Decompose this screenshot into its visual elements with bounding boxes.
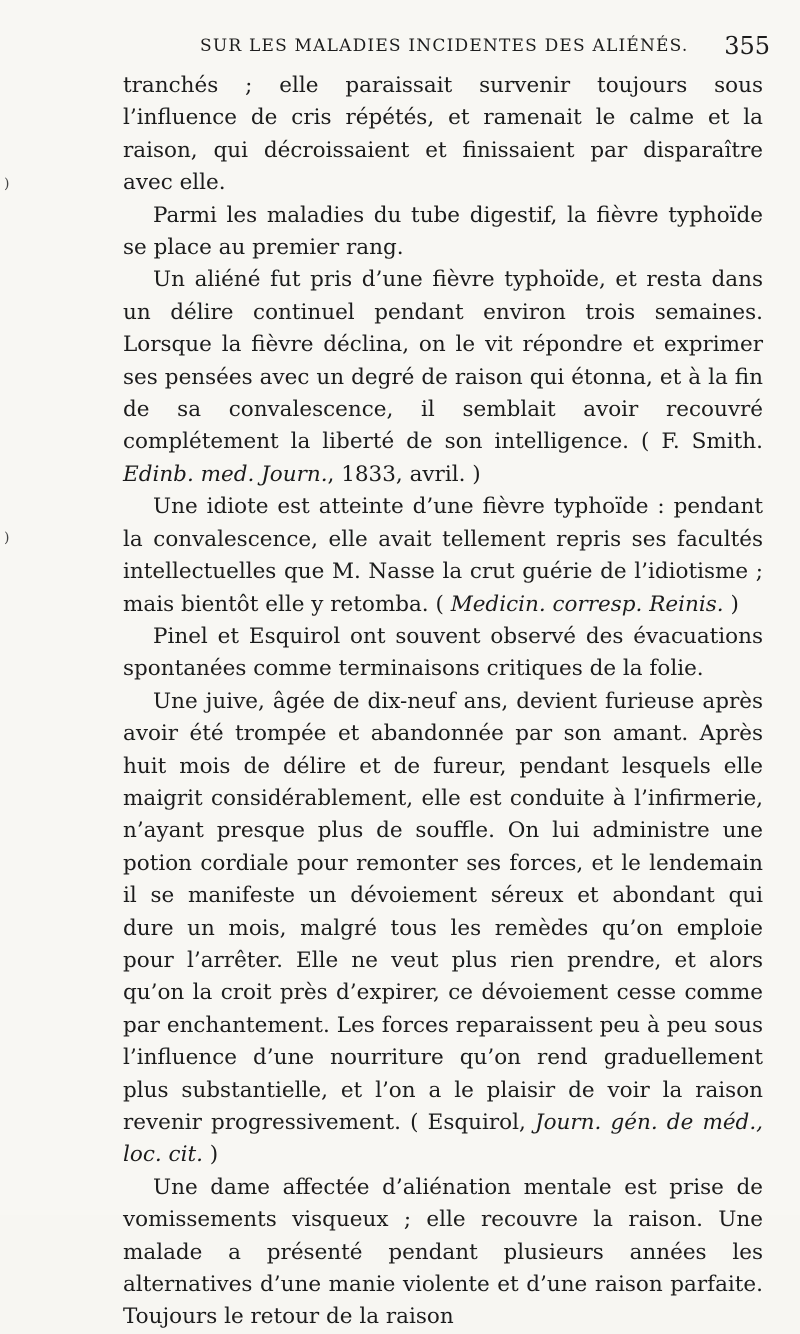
margin-mark: ) [4,176,10,192]
paragraph-text: Un aliéné fut pris d’une fièvre typhoïde, et resta dans un délire continuel pendant environ trois semaines. Lorsque la fièvre déclina, on le vit répondre et exprimer ses pensées avec un degré de raison qui étonna, et à la fin de sa convalescence, il semblait avoir recouvré complétement la liberté de son intelligence. ( F. Smith. [123,267,763,455]
margin-mark: ) [4,530,10,546]
citation-italic: Medicin. corresp. Reinis. [450,591,724,617]
paragraph [123,686,763,1172]
citation-italic: Edinb. med. Journ. [123,461,328,487]
paragraph-text: ) [202,1142,219,1168]
paragraph [123,621,763,686]
citation-italic: Journ. gén. de méd., loc. cit. [123,1110,763,1168]
paragraph [123,1172,763,1334]
paragraph [123,491,763,621]
paragraph-text: tranchés ; elle paraissait survenir toujours sous l’influence de cris répétés, et ramenait le calme et la raison, qui décroissaient et finissaient par disparaître avec elle. [123,73,763,196]
page-number: 355 [724,32,770,60]
paragraph-text: ) [723,591,739,617]
running-head [120,30,770,62]
paragraph-text: , 1833, avril. ) [327,461,481,487]
paragraph [123,70,763,200]
running-head-title: SUR LES MALADIES INCIDENTES DES ALIÉNÉS. [200,36,689,56]
paragraph-text: Une idiote est atteinte d’une fièvre typhoïde : pendant la convalescence, elle avait tellement repris ses facultés intellectuelles que M. Nasse la crut guérie de l’idiotisme ; mais bientôt elle y retomba. ( [123,494,763,617]
paragraph [123,264,763,491]
paragraph [123,200,763,265]
paragraph-text: Une juive, âgée de dix-neuf ans, devient furieuse après avoir été trompée et abandonnée par son amant. Après huit mois de délire et de fureur, pendant lesquels elle maigrit considérablement, elle est conduite à l’infirmerie, n’ayant presque plus de souffle. On lui administre une potion cordiale pour remonter ses forces, et le lendemain il se manifeste un dévoiement séreux et abondant qui dure un mois, malgré tous les remèdes qu’on emploie pour l’arrêter. Elle ne veut plus rien prendre, et alors qu’on la croit près d’expirer, ce dévoiement cesse comme par enchantement. Les forces reparaissent peu à peu sous l’influence d’une nourriture qu’on rend graduellement plus substantielle, et l’on a le plaisir de voir la raison revenir progressivement. ( Esquirol, [123,688,763,1135]
paragraph-text: Parmi les maladies du tube digestif, la fièvre typhoïde se place au premier rang. [123,202,763,261]
body-text [123,70,763,1334]
paragraph-text: Une dame affectée d’aliénation mentale est prise de vomissements visqueux ; elle recouvre la raison. Une malade a présenté pendant plusieurs années les alternatives d’une manie violente et d’une raison parfaite. Toujours le retour de la raison [123,1174,763,1330]
paragraph-text: Pinel et Esquirol ont souvent observé des évacuations spontanées comme terminaisons critiques de la folie. [123,623,763,682]
